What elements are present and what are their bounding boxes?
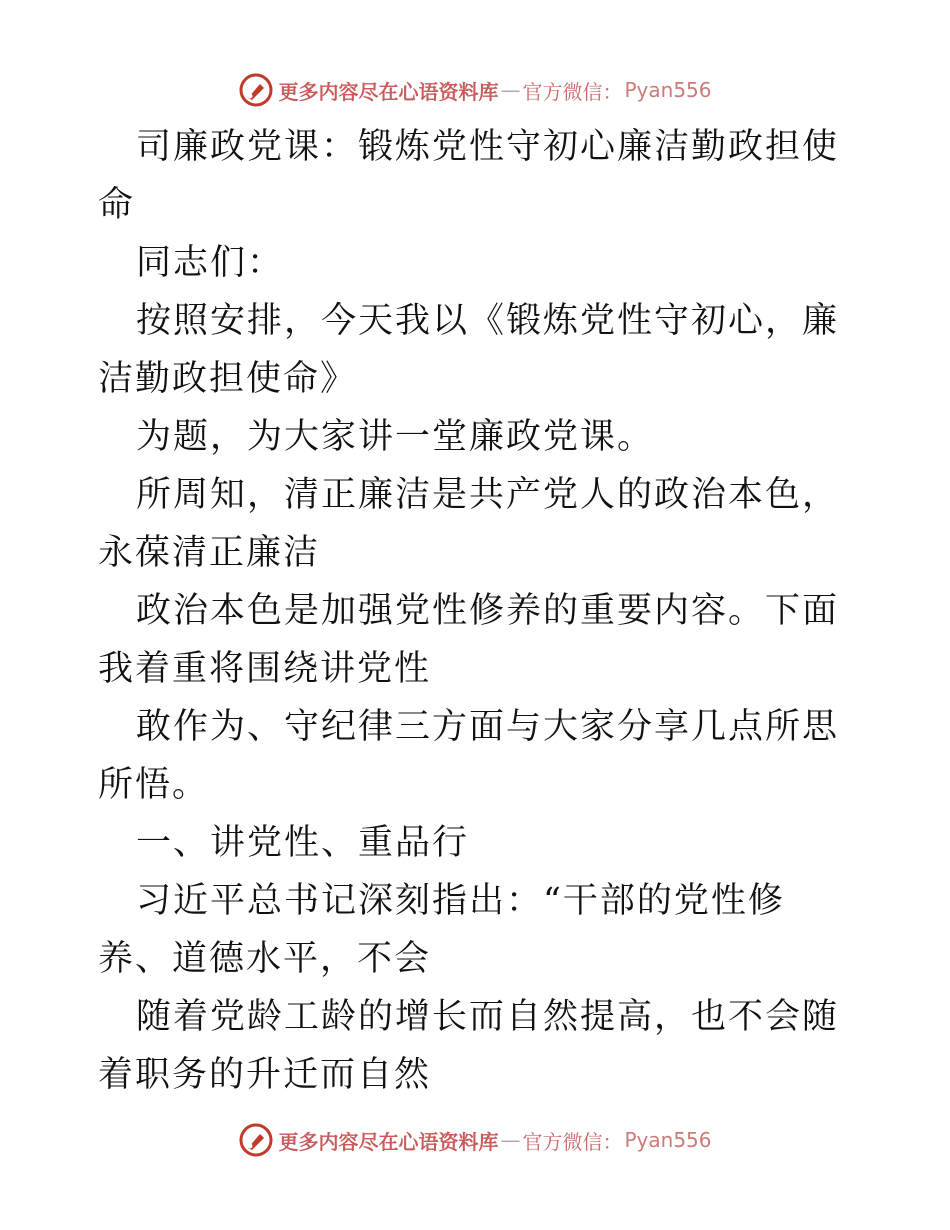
paragraph: 为题，为大家讲一堂廉政党课。 <box>136 417 655 457</box>
header-watermark <box>0 70 950 110</box>
doc-title: 司廉政党课：锻炼党性守初心廉洁勤政担使命 <box>98 127 840 225</box>
watermark-dash: — <box>500 1128 521 1152</box>
watermark-id: Pyan556 <box>624 78 712 102</box>
paragraph: 随着党龄工龄的增长而自然提高，也不会随着职务的升迁而自然 <box>98 997 840 1095</box>
paragraph: 敢作为、守纪律三方面与大家分享几点所思所悟。 <box>98 707 840 805</box>
watermark-brand: 更多内容尽在心语资料库 <box>278 1129 499 1154</box>
footer-watermark <box>0 1120 950 1160</box>
paragraph: 习近平总书记深刻指出：“干部的党性修养、道德水平，不会 <box>98 881 785 979</box>
watermark-official: 官方微信： <box>522 1129 623 1154</box>
salutation: 同志们： <box>136 243 285 283</box>
pen-nib-logo-icon <box>238 72 274 108</box>
paragraph: 所周知，清正廉洁是共产党人的政治本色，永葆清正廉洁 <box>98 475 840 573</box>
paragraph: 按照安排，今天我以《锻炼党性守初心，廉洁勤政担使命》 <box>98 301 840 399</box>
watermark-official: 官方微信： <box>522 79 623 104</box>
watermark-brand: 更多内容尽在心语资料库 <box>278 79 499 104</box>
paragraph: 政治本色是加强党性修养的重要内容。下面我着重将围绕讲党性 <box>98 591 840 689</box>
watermark-id: Pyan556 <box>624 1128 712 1152</box>
pen-nib-logo-icon <box>238 1122 274 1158</box>
document-body <box>98 118 858 1104</box>
section-heading: 一、讲党性、重品行 <box>136 823 470 863</box>
watermark-dash: — <box>500 78 521 102</box>
